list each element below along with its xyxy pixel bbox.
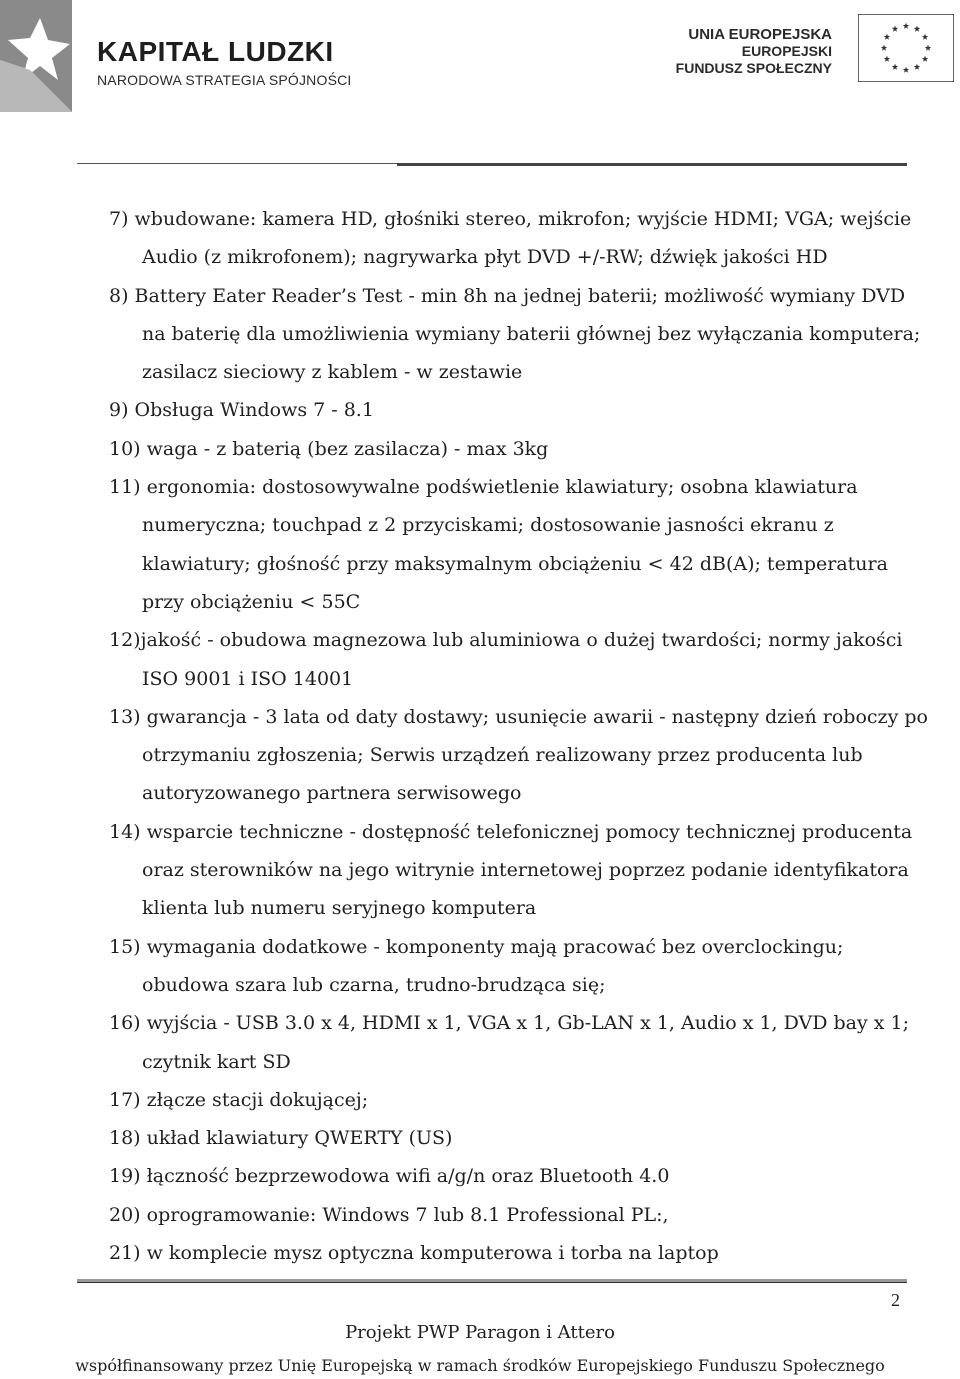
eu-flag-icon [858,14,954,82]
spec-item [0,430,960,468]
spec-item-continuation: oraz sterowników na jego witrynie internetowej poprzez podanie identyfikatora [142,859,909,882]
spec-list [0,200,960,1272]
spec-item [0,813,960,928]
spec-item-text: 11) ergonomia: dostosowywalne podświetlenie klawiatury; osobna klawiatura [109,476,858,499]
spec-item-continuation: klienta lub numeru seryjnego komputera [142,897,537,920]
spec-item-text: 17) złącze stacji dokującej; [109,1088,369,1111]
kapital-ludzki-logo [0,0,72,112]
page-header [0,0,960,170]
spec-item-continuation: ISO 9001 i ISO 14001 [142,667,354,690]
spec-item-continuation: na baterię dla umożliwienia wymiany baterii głównej bez wyłączania komputera; [142,322,921,345]
spec-item-continuation: klawiatury; głośność przy maksymalnym obciążeniu < 42 dB(A); temperatura [142,552,888,575]
spec-item [0,1157,960,1195]
spec-item-continuation: czytnik kart SD [142,1050,291,1073]
spec-item-text: 21) w komplecie mysz optyczna komputerowa i torba na laptop [109,1242,719,1265]
spec-item-text: 8) Battery Eater Reader’s Test - min 8h na jednej baterii; możliwość wymiany DVD [109,284,906,307]
spec-item-continuation: zasilacz sieciowy z kablem - w zestawie [142,361,523,384]
spec-item-continuation: numeryczna; touchpad z 2 przyciskami; dostosowanie jasności ekranu z [142,514,834,537]
spec-item-continuation: otrzymaniu zgłoszenia; Serwis urządzeń realizowany przez producenta lub [142,744,863,767]
eu-logo-line2: EUROPEJSKI [741,43,832,59]
page-number: 2 [891,1290,900,1310]
spec-item-text: 20) oprogramowanie: Windows 7 lub 8.1 Professional PL:, [109,1203,669,1226]
spec-item [0,1004,960,1081]
spec-item-continuation: autoryzowanego partnera serwisowego [142,782,522,805]
spec-item [0,200,960,277]
spec-item [0,391,960,429]
spec-item-text: 16) wyjścia - USB 3.0 x 4, HDMI x 1, VGA x 1, Gb-LAN x 1, Audio x 1, DVD bay x 1; [109,1012,910,1035]
spec-item-text: 14) wsparcie techniczne - dostępność telefonicznej pomocy technicznej producenta [109,820,913,843]
spec-item-text: 18) układ klawiatury QWERTY (US) [109,1127,453,1150]
spec-item [0,928,960,1005]
spec-item-text: 7) wbudowane: kamera HD, głośniki stereo, mikrofon; wyjście HDMI; VGA; wejście [109,208,912,230]
eu-logo-line1: UNIA EUROPEJSKA [688,26,832,43]
spec-item [0,468,960,621]
kapital-ludzki-subtitle: NARODOWA STRATEGIA SPÓJNOŚCI [97,72,352,88]
kapital-ludzki-title: KAPITAŁ LUDZKI [97,36,334,67]
spec-item-text: 10) waga - z baterią (bez zasilacza) - max 3kg [109,437,549,460]
spec-item-text: 9) Obsługa Windows 7 - 8.1 [109,399,374,422]
spec-item [0,1081,960,1119]
spec-item-continuation: obudowa szara lub czarna, trudno-brudząca się; [142,973,606,996]
header-rule-accent [397,163,907,166]
spec-item-text: 12)jakość - obudowa magnezowa lub aluminiowa o dużej twardości; normy jakości [109,629,903,652]
spec-item [0,1234,960,1272]
spec-item [0,1196,960,1234]
spec-item-continuation: Audio (z mikrofonem); nagrywarka płyt DVD +/-RW; dźwięk jakości HD [142,246,828,269]
spec-item-continuation: przy obciążeniu < 55C [142,590,361,613]
spec-item-text: 13) gwarancja - 3 lata od daty dostawy; usunięcie awarii - następny dzień roboczy po [109,705,928,728]
footer-project: Projekt PWP Paragon i Attero [345,1322,615,1343]
spec-item [0,1119,960,1157]
spec-item [0,698,960,813]
footer-rule [77,1282,907,1283]
spec-item [0,277,960,392]
eu-logo-line3: FUNDUSZ SPOŁECZNY [675,60,832,76]
footer-cofinancing: współfinansowany przez Unię Europejską w ramach środków Europejskiego Funduszu Społecznego [75,1356,885,1375]
spec-item [0,621,960,698]
spec-item-text: 19) łączność bezprzewodowa wifi a/g/n oraz Bluetooth 4.0 [109,1165,670,1188]
spec-item-text: 15) wymagania dodatkowe - komponenty mają pracować bez overclockingu; [109,935,844,958]
eu-logo-text [632,26,832,77]
